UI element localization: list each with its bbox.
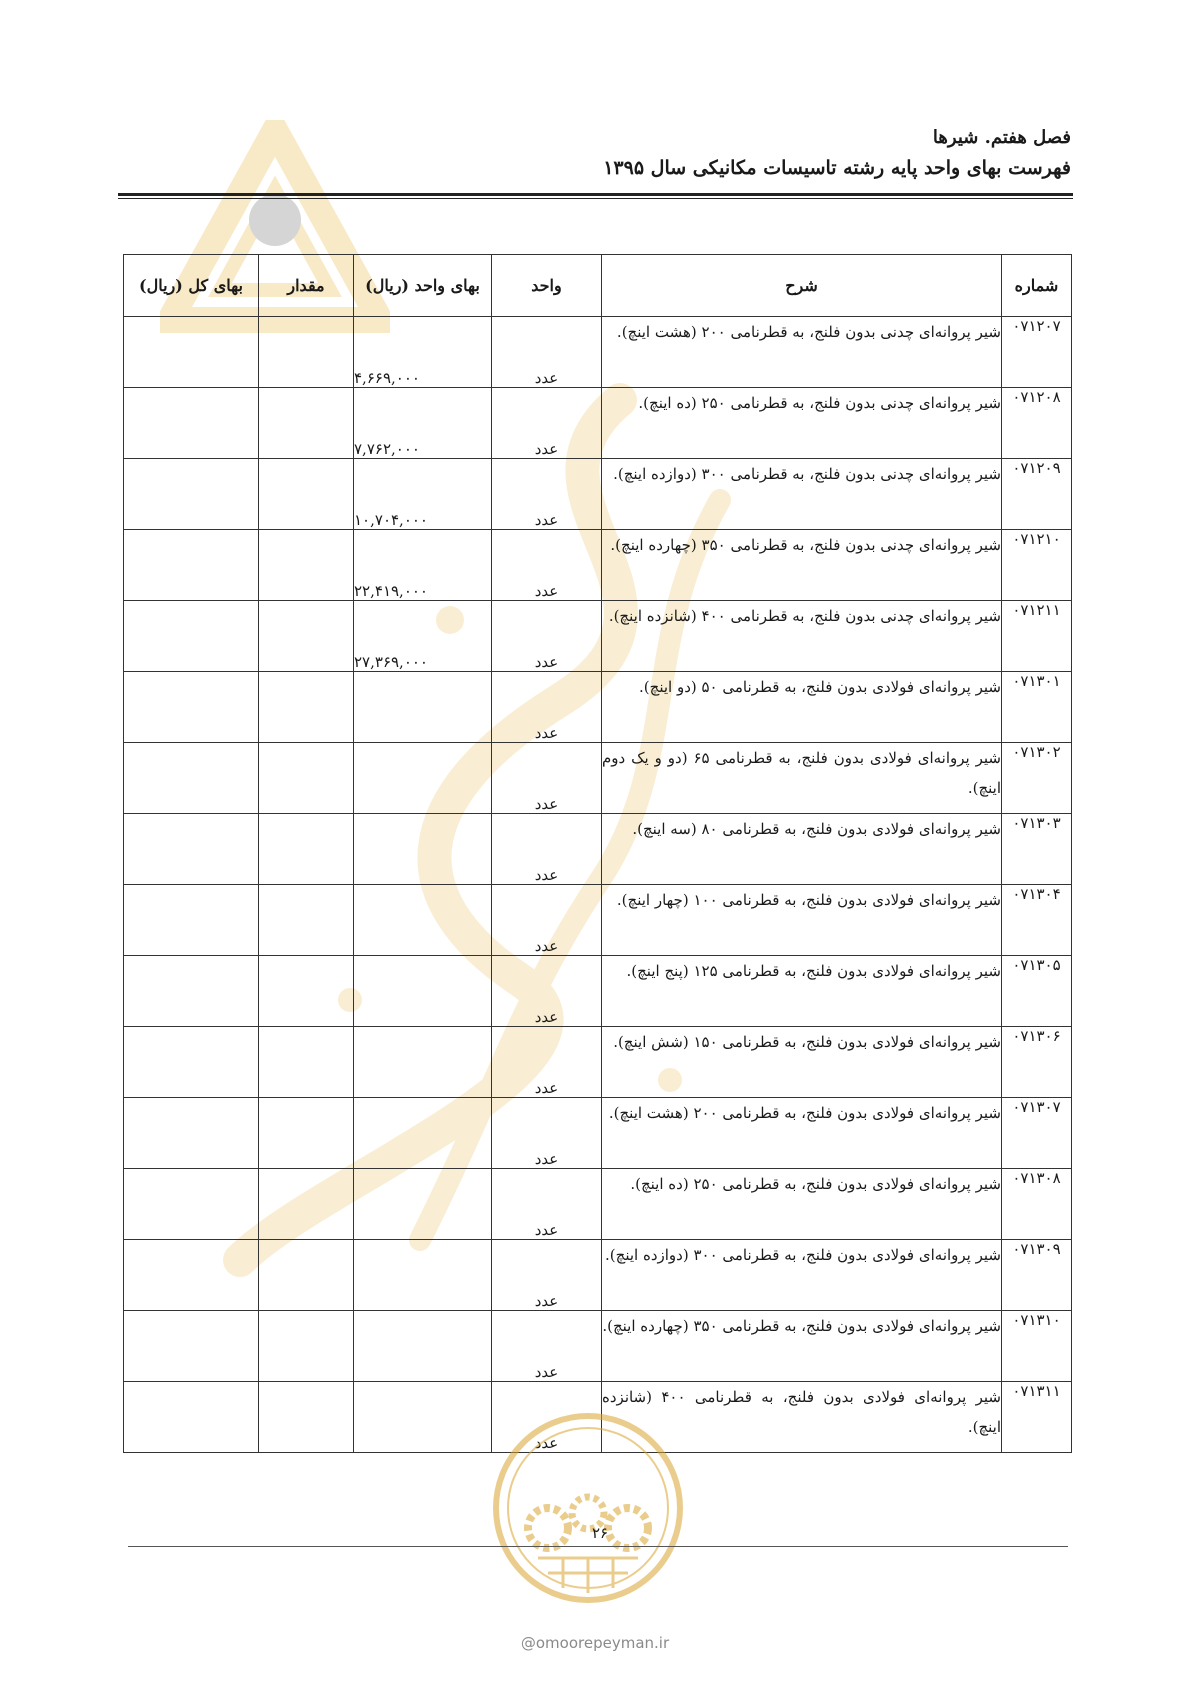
item-code: ۰۷۱۲۰۷ [1002, 317, 1072, 388]
item-quantity [259, 530, 354, 601]
item-total [124, 885, 259, 956]
item-total [124, 1382, 259, 1453]
item-unit: عدد [492, 814, 602, 885]
item-code: ۰۷۱۳۱۰ [1002, 1311, 1072, 1382]
item-total [124, 1311, 259, 1382]
page-header [121, 124, 1071, 184]
item-description: شیر پروانه‌ای فولادی بدون فلنج، به قطرنامی ۵۰ (دو اینچ). [602, 672, 1002, 743]
item-quantity [259, 459, 354, 530]
table-row [124, 1098, 1072, 1169]
item-unit-price: ۲۷,۳۶۹,۰۰۰ [354, 601, 492, 672]
item-description: شیر پروانه‌ای چدنی بدون فلنج، به قطرنامی ۲۰۰ (هشت اینچ). [602, 317, 1002, 388]
item-quantity [259, 814, 354, 885]
item-quantity [259, 1311, 354, 1382]
item-unit-price: ۲۲,۴۱۹,۰۰۰ [354, 530, 492, 601]
col-header-description: شرح [602, 255, 1002, 317]
item-unit-price [354, 1240, 492, 1311]
item-total [124, 317, 259, 388]
item-total [124, 1240, 259, 1311]
item-description: شیر پروانه‌ای چدنی بدون فلنج، به قطرنامی ۲۵۰ (ده اینچ). [602, 388, 1002, 459]
table-row [124, 1169, 1072, 1240]
item-quantity [259, 317, 354, 388]
col-header-unit: واحد [492, 255, 602, 317]
item-unit: عدد [492, 672, 602, 743]
item-quantity [259, 388, 354, 459]
item-code: ۰۷۱۲۱۰ [1002, 530, 1072, 601]
item-total [124, 1098, 259, 1169]
item-unit: عدد [492, 956, 602, 1027]
table-row [124, 814, 1072, 885]
item-code: ۰۷۱۳۱۱ [1002, 1382, 1072, 1453]
item-description: شیر پروانه‌ای چدنی بدون فلنج، به قطرنامی ۳۵۰ (چهارده اینچ). [602, 530, 1002, 601]
item-code: ۰۷۱۲۱۱ [1002, 601, 1072, 672]
item-code: ۰۷۱۳۰۹ [1002, 1240, 1072, 1311]
item-code: ۰۷۱۳۰۳ [1002, 814, 1072, 885]
table-row [124, 1311, 1072, 1382]
item-unit: عدد [492, 459, 602, 530]
item-unit-price: ۱۰,۷۰۴,۰۰۰ [354, 459, 492, 530]
item-unit-price [354, 956, 492, 1027]
item-unit: عدد [492, 1098, 602, 1169]
item-code: ۰۷۱۲۰۸ [1002, 388, 1072, 459]
table-row [124, 530, 1072, 601]
item-quantity [259, 1240, 354, 1311]
item-unit: عدد [492, 601, 602, 672]
item-total [124, 388, 259, 459]
item-quantity [259, 672, 354, 743]
item-code: ۰۷۱۳۰۴ [1002, 885, 1072, 956]
table-row [124, 388, 1072, 459]
table-row [124, 459, 1072, 530]
col-header-total-price: بهای کل (ریال) [124, 255, 259, 317]
item-unit-price: ۴,۶۶۹,۰۰۰ [354, 317, 492, 388]
item-description: شیر پروانه‌ای فولادی بدون فلنج، به قطرنامی ۱۰۰ (چهار اینچ). [602, 885, 1002, 956]
table-row [124, 672, 1072, 743]
item-description: شیر پروانه‌ای فولادی بدون فلنج، به قطرنامی ۳۰۰ (دوازده اینچ). [602, 1240, 1002, 1311]
item-code: ۰۷۱۳۰۵ [1002, 956, 1072, 1027]
item-unit-price [354, 1027, 492, 1098]
item-quantity [259, 1027, 354, 1098]
item-description: شیر پروانه‌ای چدنی بدون فلنج، به قطرنامی ۴۰۰ (شانزده اینچ). [602, 601, 1002, 672]
item-description: شیر پروانه‌ای فولادی بدون فلنج، به قطرنامی ۱۲۵ (پنج اینچ). [602, 956, 1002, 1027]
item-description: شیر پروانه‌ای فولادی بدون فلنج، به قطرنامی ۲۰۰ (هشت اینچ). [602, 1098, 1002, 1169]
item-total [124, 814, 259, 885]
document-title: فهرست بهای واحد پایه رشته تاسیسات مکانیکی سال ۱۳۹۵ [603, 157, 1071, 179]
col-header-unit-price: بهای واحد (ریال) [354, 255, 492, 317]
item-quantity [259, 1169, 354, 1240]
item-unit-price [354, 743, 492, 814]
footer-rule [128, 1546, 1068, 1547]
item-total [124, 530, 259, 601]
item-unit-price [354, 885, 492, 956]
item-total [124, 743, 259, 814]
table-row [124, 317, 1072, 388]
item-unit-price: ۷,۷۶۲,۰۰۰ [354, 388, 492, 459]
item-unit-price [354, 1098, 492, 1169]
item-description: شیر پروانه‌ای فولادی بدون فلنج، به قطرنامی ۸۰ (سه اینچ). [602, 814, 1002, 885]
table-row [124, 601, 1072, 672]
item-unit-price [354, 814, 492, 885]
item-unit: عدد [492, 1169, 602, 1240]
table-row [124, 1027, 1072, 1098]
col-header-quantity: مقدار [259, 255, 354, 317]
item-total [124, 1027, 259, 1098]
table-row [124, 956, 1072, 1027]
item-unit: عدد [492, 530, 602, 601]
omoorepeyman-seal [488, 1408, 688, 1608]
item-total [124, 601, 259, 672]
table-header-row [124, 255, 1072, 317]
item-description: شیر پروانه‌ای فولادی بدون فلنج، به قطرنامی ۱۵۰ (شش اینچ). [602, 1027, 1002, 1098]
site-url: @omoorepeyman.ir [520, 1634, 670, 1652]
item-code: ۰۷۱۲۰۹ [1002, 459, 1072, 530]
item-unit: عدد [492, 1382, 602, 1453]
price-table [123, 254, 1072, 1453]
item-code: ۰۷۱۳۰۷ [1002, 1098, 1072, 1169]
item-unit-price [354, 672, 492, 743]
item-description: شیر پروانه‌ای فولادی بدون فلنج، به قطرنامی ۴۰۰ (شانزده اینچ). [602, 1382, 1002, 1453]
item-quantity [259, 601, 354, 672]
header-rule-thin [118, 198, 1073, 199]
item-quantity [259, 1098, 354, 1169]
item-code: ۰۷۱۳۰۸ [1002, 1169, 1072, 1240]
item-unit: عدد [492, 1027, 602, 1098]
page-number: ۲۶ [591, 1524, 609, 1542]
table-row [124, 885, 1072, 956]
item-total [124, 1169, 259, 1240]
item-code: ۰۷۱۳۰۶ [1002, 1027, 1072, 1098]
item-unit: عدد [492, 317, 602, 388]
item-description: شیر پروانه‌ای چدنی بدون فلنج، به قطرنامی ۳۰۰ (دوازده اینچ). [602, 459, 1002, 530]
item-unit-price [354, 1311, 492, 1382]
item-unit: عدد [492, 743, 602, 814]
header-rule [118, 193, 1073, 196]
item-total [124, 459, 259, 530]
item-quantity [259, 956, 354, 1027]
item-total [124, 672, 259, 743]
item-unit-price [354, 1382, 492, 1453]
table-row [124, 1240, 1072, 1311]
item-total [124, 956, 259, 1027]
table-row [124, 743, 1072, 814]
item-unit: عدد [492, 388, 602, 459]
item-quantity [259, 743, 354, 814]
col-header-code: شماره [1002, 255, 1072, 317]
item-description: شیر پروانه‌ای فولادی بدون فلنج، به قطرنامی ۲۵۰ (ده اینچ). [602, 1169, 1002, 1240]
item-unit: عدد [492, 885, 602, 956]
item-description: شیر پروانه‌ای فولادی بدون فلنج، به قطرنامی ۳۵۰ (چهارده اینچ). [602, 1311, 1002, 1382]
item-unit: عدد [492, 1311, 602, 1382]
item-unit: عدد [492, 1240, 602, 1311]
item-code: ۰۷۱۳۰۱ [1002, 672, 1072, 743]
item-quantity [259, 1382, 354, 1453]
item-code: ۰۷۱۳۰۲ [1002, 743, 1072, 814]
chapter-title: فصل هفتم. شیرها [932, 127, 1071, 148]
item-description: شیر پروانه‌ای فولادی بدون فلنج، به قطرنامی ۶۵ (دو و یک دوم اینچ). [602, 743, 1002, 814]
item-unit-price [354, 1169, 492, 1240]
item-quantity [259, 885, 354, 956]
